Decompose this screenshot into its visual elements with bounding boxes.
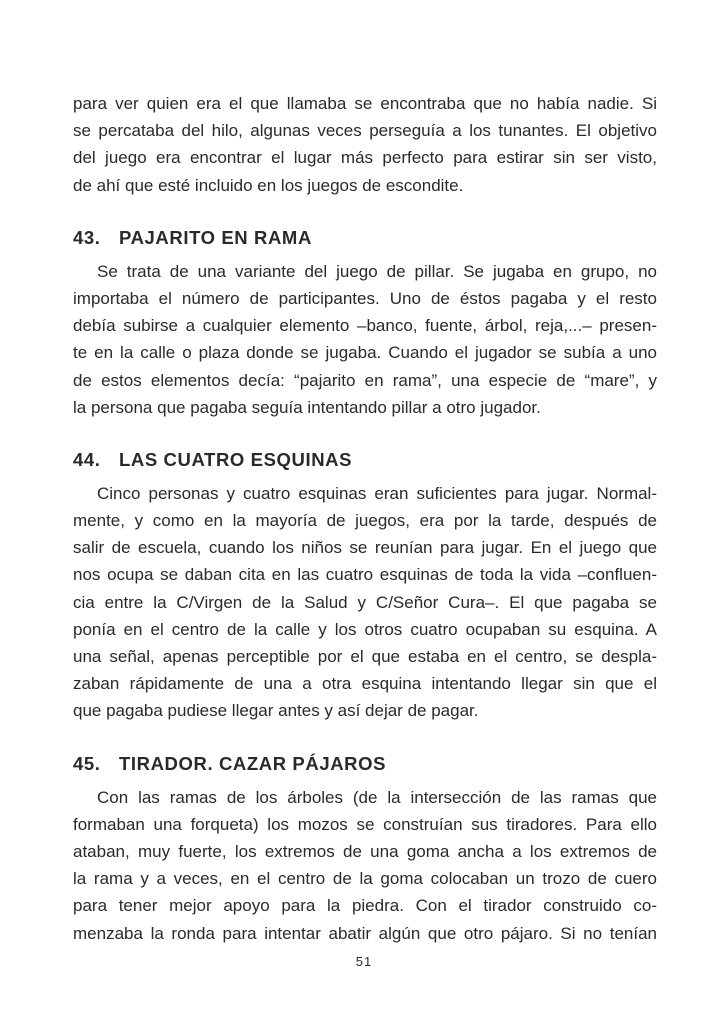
text-line: para tener mejor apoyo para la piedra. Con el tirador construido co- [73, 896, 657, 916]
text-line: que pagaba pudiese llegar antes y así dejar de pagar. [73, 701, 479, 721]
text-line: nos ocupa se daban cita en las cuatro esquinas de toda la vida –confluen- [73, 565, 657, 585]
text-line: del juego era encontrar el lugar más perfecto para estirar sin ser visto, [73, 148, 657, 168]
section-paragraph-44 [73, 480, 657, 725]
text-line: de ahí que esté incluido en los juegos de escondite. [73, 175, 464, 195]
text-line: zaban rápidamente de una a otra esquina intentando llegar sin que el [73, 674, 657, 694]
section-heading-44 [73, 446, 657, 474]
section-title: LAS CUATRO ESQUINAS [119, 448, 353, 470]
text-line: Se trata de una variante del juego de pillar. Se jugaba en grupo, no [97, 261, 657, 281]
text-line: ponía en el centro de la calle y los otros cuatro ocupaban su esquina. A [73, 619, 657, 639]
text-line: debía subirse a cualquier elemento –banco, fuente, árbol, reja,...– presen- [73, 316, 657, 336]
text-line: una señal, apenas perceptible por el que estaba en el centro, se despla- [73, 647, 657, 666]
text-line: Cinco personas y cuatro esquinas eran suficientes para jugar. Normal- [97, 483, 657, 503]
text-line: ataban, muy fuerte, los extremos de una goma ancha a los extremos de [73, 841, 657, 861]
text-line: Con las ramas de los árboles (de la intersección de las ramas que [97, 787, 657, 807]
text-line: cia entre la C/Virgen de la Salud y C/Señor Cura–. El que pagaba se [73, 592, 657, 612]
intro-paragraph [73, 90, 657, 199]
text-line: menzaba la ronda para intentar abatir algún que otro pájaro. Si no tenían [73, 923, 657, 943]
text-line: la rama y a veces, en el centro de la goma colocaban un trozo de cuero [73, 869, 657, 889]
section-title: PAJARITO EN RAMA [119, 226, 312, 248]
section-number: 43. [73, 226, 101, 248]
section-number: 44. [73, 448, 101, 470]
section-paragraph-45 [73, 784, 657, 947]
page-number: 51 [355, 954, 373, 969]
text-line: te en la calle o plaza donde se jugaba. Cuando el jugador se subía a uno [73, 343, 657, 363]
text-line: de estos elementos decía: “pajarito en rama”, una especie de “mare”, y [73, 370, 657, 390]
section-heading-45 [73, 750, 657, 778]
text-line: la persona que pagaba seguía intentando pillar a otro jugador. [73, 397, 541, 417]
section-title: TIRADOR. CAZAR PÁJAROS [119, 752, 387, 774]
section-heading-43 [73, 224, 657, 252]
section-paragraph-43 [73, 258, 657, 421]
text-line: importaba el número de participantes. Uno de éstos pagaba y el resto [73, 288, 657, 308]
text-line: formaban una forqueta) los mozos se construían sus tiradores. Para ello [73, 814, 657, 834]
text-line: mente, y como en la mayoría de juegos, era por la tarde, después de [73, 511, 657, 531]
page-body [73, 90, 657, 947]
section-number: 45. [73, 752, 101, 774]
text-line: para ver quien era el que llamaba se encontraba que no había nadie. Si [73, 94, 657, 113]
text-line: se percataba del hilo, algunas veces perseguía a los tunantes. El objetivo [73, 121, 657, 141]
text-line: salir de escuela, cuando los niños se reunían para jugar. En el juego que [73, 538, 657, 558]
